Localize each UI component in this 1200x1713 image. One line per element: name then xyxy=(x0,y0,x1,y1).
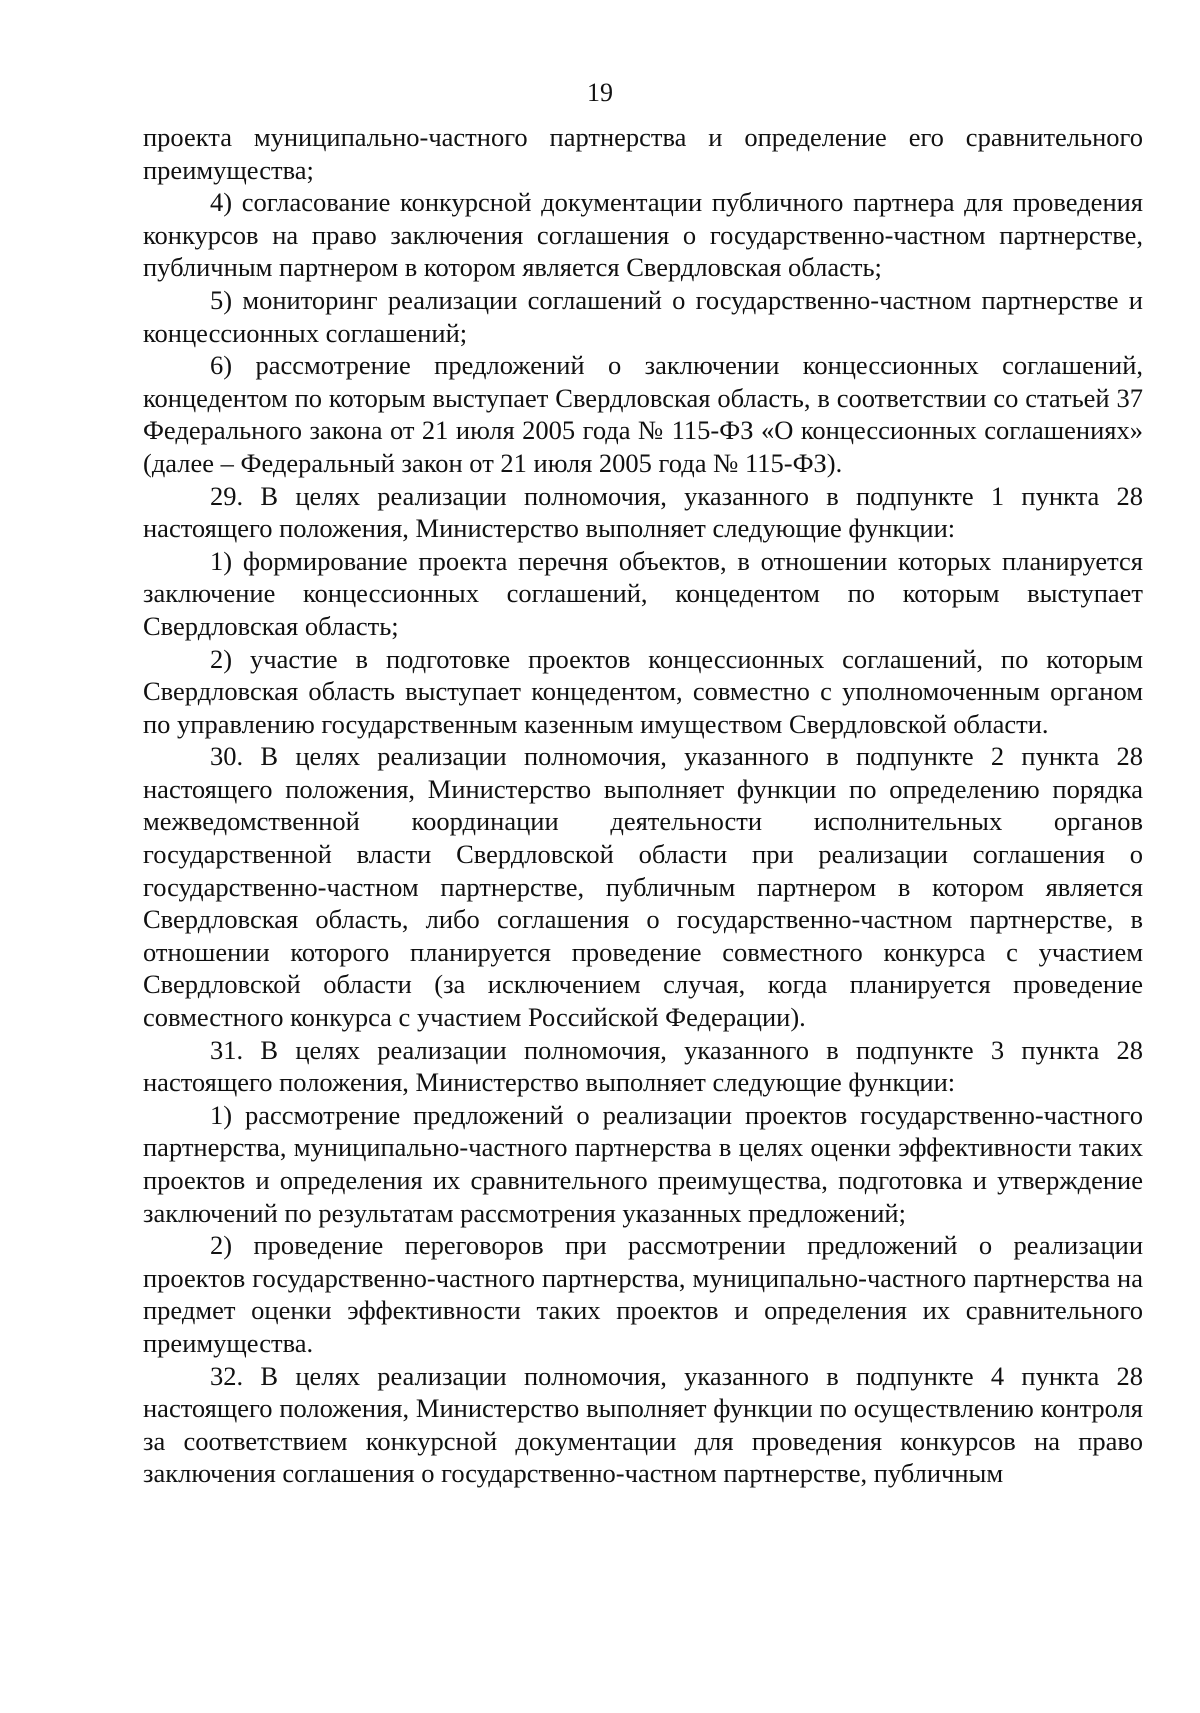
page-number: 19 xyxy=(587,78,613,107)
paragraph-section-31: 31. В целях реализации полномочия, указанного в подпункте 3 пункта 28 настоящего положения, Министерство выполняет следующие функции: xyxy=(143,1034,1143,1098)
paragraph-section-30: 30. В целях реализации полномочия, указанного в подпункте 2 пункта 28 настоящего положения, Министерство выполняет функции по определению порядка межведомственной координации деятельности исполнительных органов государственной власти Свердловской области при реализации соглашения о государственно-частном партнерстве, публичным партнером в котором является Свердловская область, либо соглашения о государственно-частном партнерстве, в отношении которого планируется проведение совместного конкурса с участием Свердловской области (за исключением случая, когда планируется проведение совместного конкурса с участием Российской Федерации). xyxy=(143,741,1143,1033)
paragraph-section-32: 32. В целях реализации полномочия, указанного в подпункте 4 пункта 28 настоящего положения, Министерство выполняет функции по осуществлению контроля за соответствием конкурсной документации для проведения конкурсов на право заключения соглашения о государственно-частном партнерстве, публичным xyxy=(143,1360,1143,1489)
paragraph-item-4: 4) согласование конкурсной документации публичного партнера для проведения конкурсов на право заключения соглашения о государственно-частном партнерстве, публичным партнером в котором является Свердловская область; xyxy=(143,187,1143,283)
paragraph-section-29-item-1: 1) формирование проекта перечня объектов, в отношении которых планируется заключение концессионных соглашений, концедентом по которым выступает Свердловская область; xyxy=(143,545,1143,641)
paragraph-item-5: 5) мониторинг реализации соглашений о государственно-частном партнерстве и концессионных соглашений; xyxy=(143,284,1143,348)
paragraph-section-31-item-2: 2) проведение переговоров при рассмотрении предложений о реализации проектов государственно-частного партнерства, муниципально-частного партнерства на предмет оценки эффективности таких проектов и определения их сравнительного преимущества. xyxy=(143,1230,1143,1358)
paragraph-continuation: проекта муниципально-частного партнерства и определение его сравнительного преимущества; xyxy=(143,122,1143,185)
document-body xyxy=(143,121,1143,1490)
paragraph-section-29-item-2: 2) участие в подготовке проектов концессионных соглашений, по которым Свердловская область выступает концедентом, совместно с уполномоченным органом по управлению государственным казенным имуществом Свердловской области. xyxy=(143,643,1143,739)
paragraph-section-29: 29. В целях реализации полномочия, указанного в подпункте 1 пункта 28 настоящего положения, Министерство выполняет следующие функции: xyxy=(143,480,1143,544)
paragraph-section-31-item-1: 1) рассмотрение предложений о реализации проектов государственно-частного партнерства, муниципально-частного партнерства в целях оценки эффективности таких проектов и определения их сравнительного преимущества, подготовка и утверждение заключений по результатам рассмотрения указанных предложений; xyxy=(143,1099,1143,1228)
paragraph-item-6: 6) рассмотрение предложений о заключении концессионных соглашений, концедентом по которым выступает Свердловская область, в соответствии со статьей 37 Федерального закона от 21 июля 2005 года № 115-ФЗ «О концессионных соглашениях» (далее – Федеральный закон от 21 июля 2005 года № 115-ФЗ). xyxy=(143,350,1143,478)
